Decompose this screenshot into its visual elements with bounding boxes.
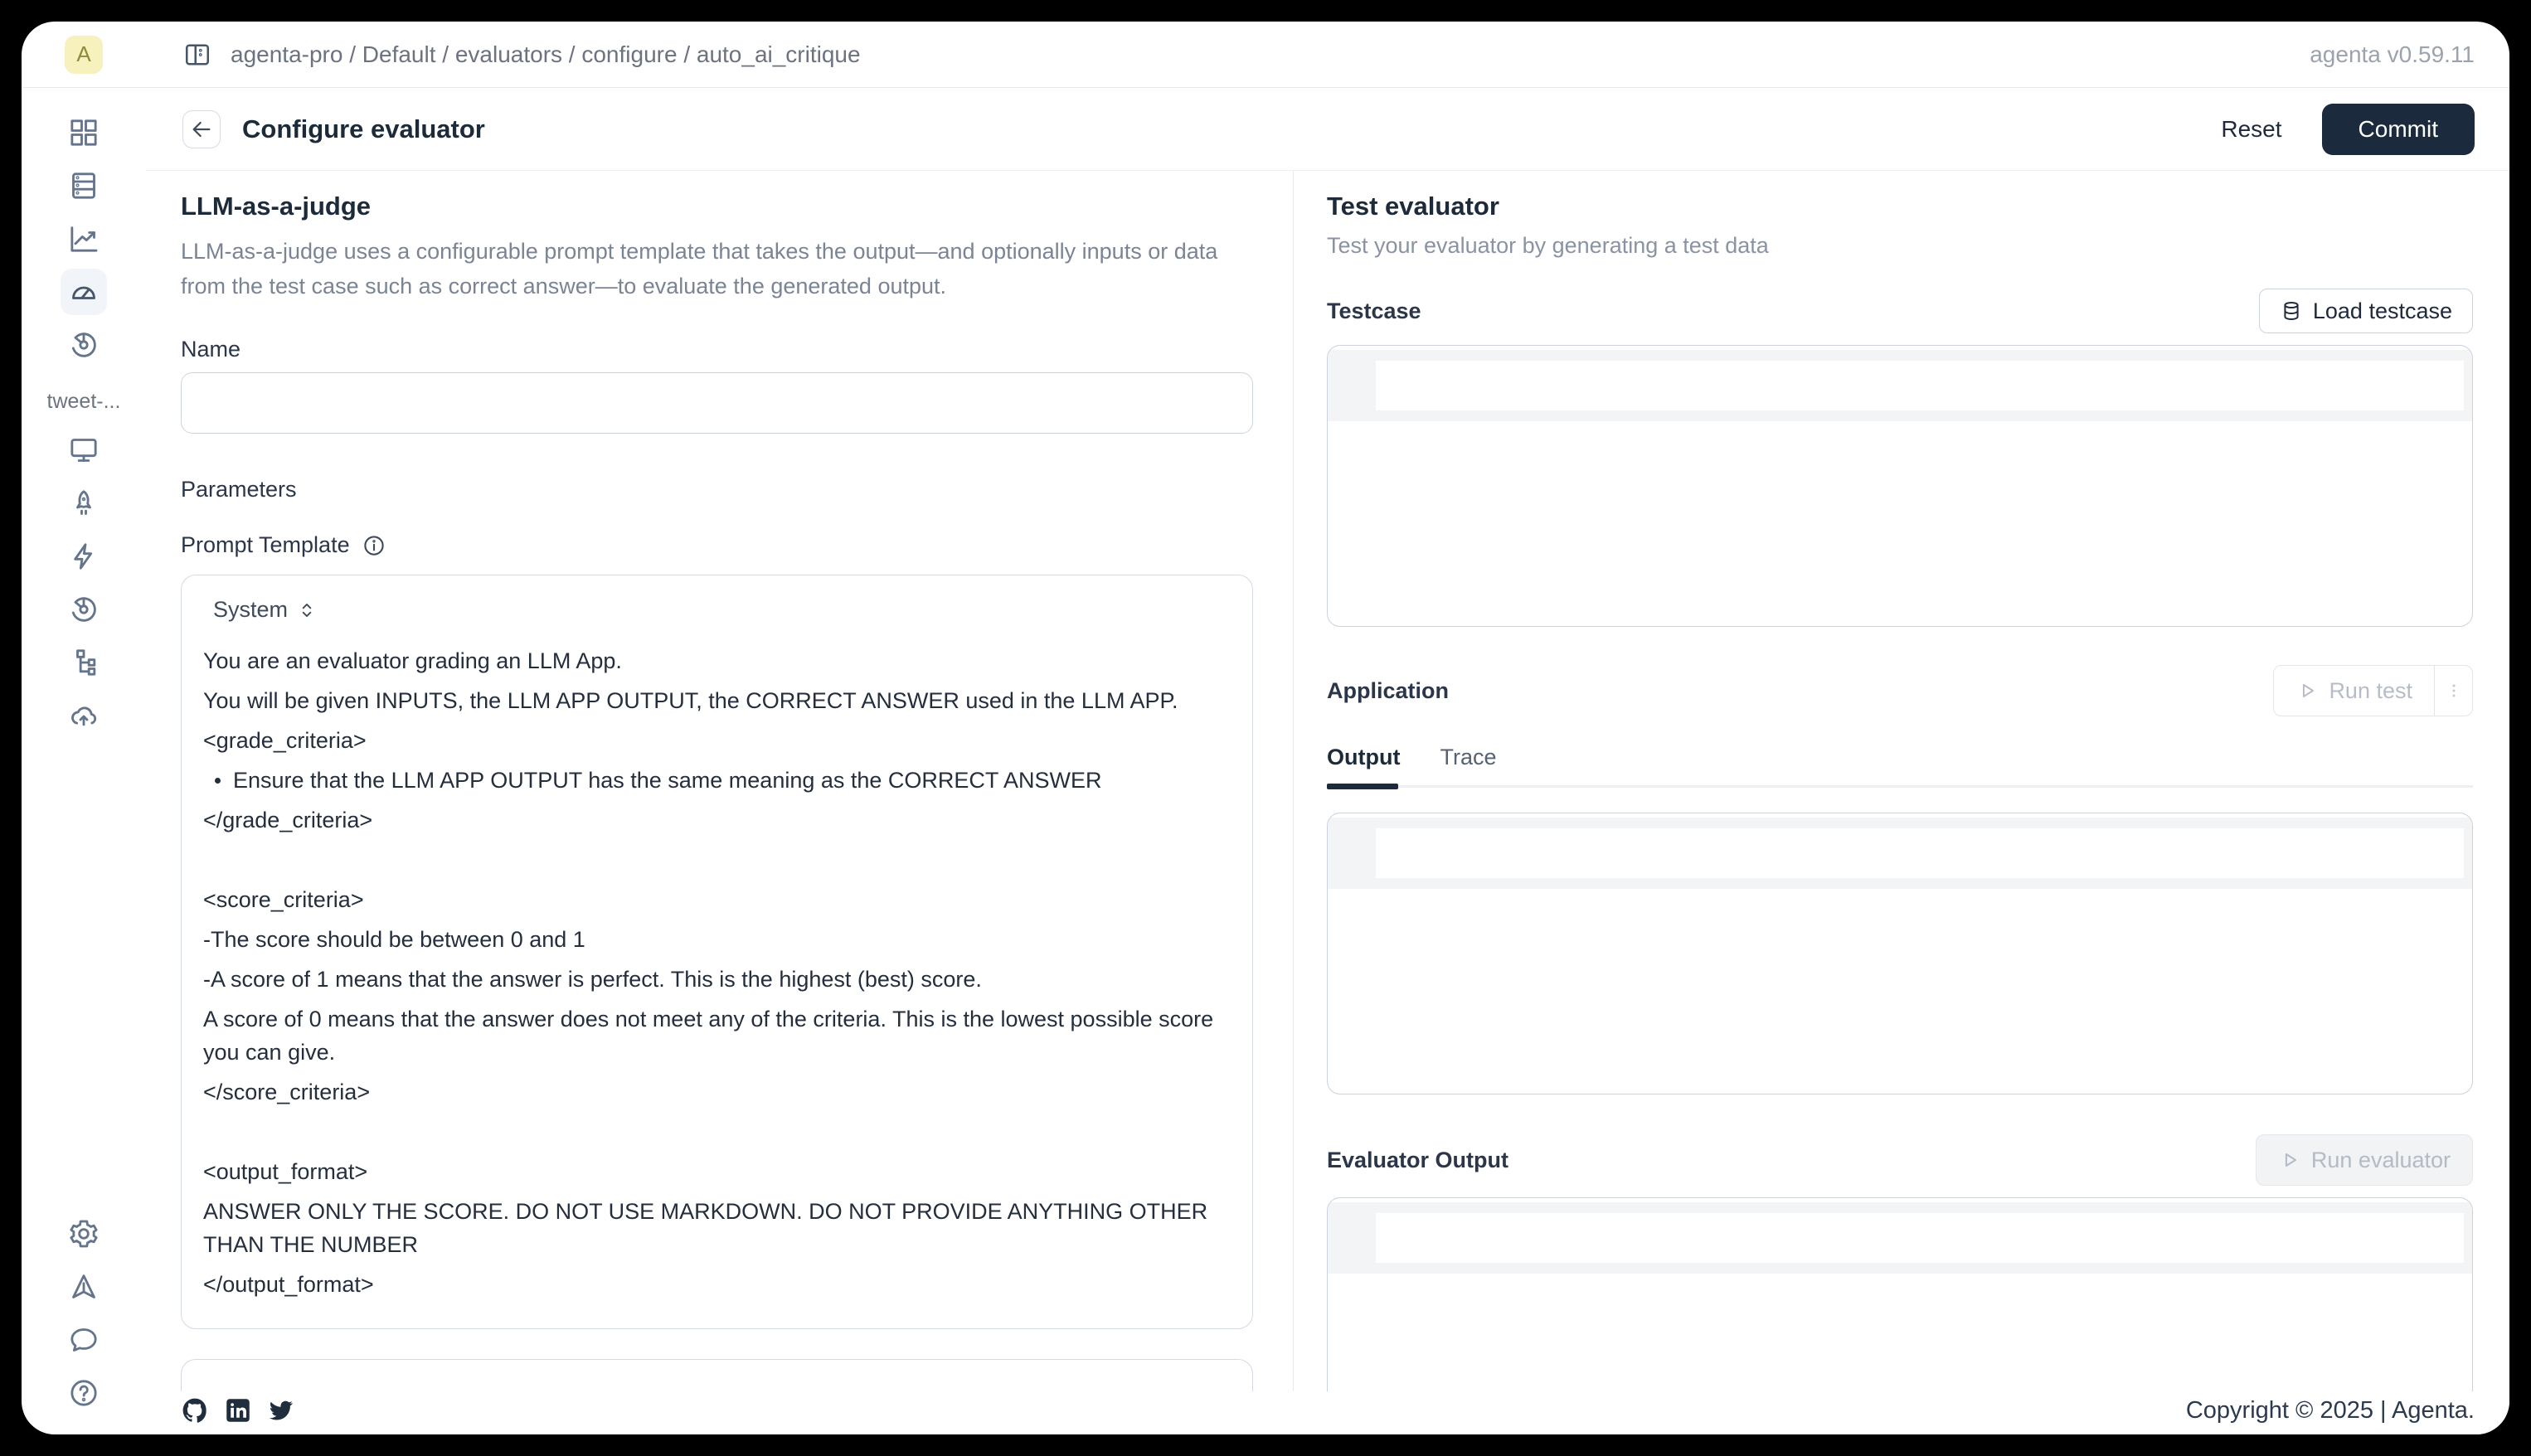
tree-icon[interactable] — [61, 639, 107, 686]
output-editor[interactable] — [1327, 813, 2473, 1094]
prompt-template-text[interactable]: You are an evaluator grading an LLM App. You will be given INPUTS, the LLM APP OUTPUT, the CORRECT ANSWER used in the LLM APP. <grade_criteria> Ensure that the LLM APP OUTPUT has the same meaning as the CORRECT ANSWER </grade_criteria> <score_criteria> -The score should be between 0 and 1 -A score of 1 means that the answer is perfect. This is the highest (best) score. A score of 0 means that the answer does not meet any of the criteria. This is the lowest possible score you can give. </score_criteria> <output_format> ANSWER ONLY THE SCORE. DO NOT USE MARKDOWN. DO NOT PROVIDE ANYTHING OTHER THAN THE NUMBER </output_format> — [203, 644, 1231, 1301]
test-evaluator-panel — [1294, 171, 2509, 1391]
grid-icon[interactable] — [61, 109, 107, 156]
name-input[interactable] — [181, 372, 1253, 434]
prompt-template-label: Prompt Template — [181, 532, 350, 557]
cloud-upload-icon[interactable] — [61, 692, 107, 739]
evaluator-type-title: LLM-as-a-judge — [181, 192, 372, 221]
parameters-label: Parameters — [181, 477, 297, 502]
kebab-icon[interactable] — [2434, 666, 2472, 716]
output-trace-tabs — [1327, 745, 2473, 770]
question-circle-icon[interactable] — [61, 1370, 107, 1416]
name-label: Name — [181, 337, 241, 362]
load-testcase-button[interactable]: Load testcase — [2259, 289, 2473, 333]
prompt-template-editor[interactable] — [181, 575, 1253, 1329]
reset-button[interactable]: Reset — [2203, 108, 2300, 151]
workspace-label[interactable]: tweet-... — [46, 390, 121, 413]
donut-chart-icon[interactable] — [61, 586, 107, 633]
test-evaluator-title: Test evaluator — [1327, 192, 1499, 221]
testcase-editor[interactable] — [1327, 345, 2473, 627]
info-circle-icon[interactable] — [362, 533, 386, 558]
gauge-icon[interactable] — [61, 269, 107, 315]
back-button[interactable] — [182, 110, 221, 148]
server-rack-icon[interactable] — [61, 163, 107, 209]
unfold-chevrons-icon[interactable] — [296, 599, 318, 621]
donut-chart-icon[interactable] — [61, 322, 107, 368]
evaluator-output-editor[interactable] — [1327, 1197, 2473, 1391]
avatar[interactable]: A — [65, 36, 103, 74]
tab-trace[interactable]: Trace — [1440, 745, 1497, 769]
sidebar-panel-icon[interactable] — [182, 40, 212, 70]
test-evaluator-subtitle: Test your evaluator by generating a test data — [1327, 233, 1769, 258]
run-test-button[interactable]: Run test — [2274, 666, 2434, 716]
linkedin-icon[interactable] — [226, 1398, 250, 1423]
application-label: Application — [1327, 677, 1449, 703]
gear-icon[interactable] — [61, 1211, 107, 1257]
breadcrumb[interactable]: agenta-pro / Default / evaluators / configure / auto_ai_critique — [231, 41, 861, 67]
lightning-icon[interactable] — [61, 533, 107, 580]
message-role-select[interactable]: System — [213, 597, 289, 622]
github-icon[interactable] — [182, 1398, 207, 1423]
icon-rail — [22, 88, 146, 1434]
tab-indicator — [1327, 784, 2473, 789]
version-label: agenta v0.59.11 — [2310, 41, 2475, 67]
testcase-label: Testcase — [1327, 298, 1421, 323]
evaluator-output-label: Evaluator Output — [1327, 1147, 1509, 1172]
play-icon — [2278, 1148, 2301, 1172]
play-icon — [2295, 679, 2319, 702]
app-window — [22, 22, 2509, 1434]
monitor-icon[interactable] — [61, 427, 107, 473]
configure-header — [146, 88, 2509, 171]
page-title: Configure evaluator — [242, 114, 485, 143]
rocket-icon[interactable] — [61, 480, 107, 527]
commit-button[interactable]: Commit — [2322, 104, 2475, 155]
chat-bubble-icon[interactable] — [61, 1317, 107, 1363]
database-icon — [2280, 299, 2303, 323]
line-chart-icon[interactable] — [61, 216, 107, 262]
paper-plane-icon[interactable] — [61, 1264, 107, 1310]
copyright-text: Copyright © 2025 | Agenta. — [2185, 1396, 2475, 1424]
tab-output[interactable]: Output — [1327, 745, 1401, 769]
twitter-icon[interactable] — [269, 1398, 294, 1423]
top-bar — [22, 22, 2509, 88]
prompt-user-message-editor[interactable] — [181, 1359, 1253, 1391]
evaluator-config-panel — [146, 171, 1294, 1391]
run-test-button-group[interactable] — [2273, 665, 2473, 716]
footer — [146, 1391, 2509, 1434]
run-evaluator-button[interactable]: Run evaluator — [2256, 1134, 2473, 1186]
evaluator-description: LLM-as-a-judge uses a configurable prompt template that takes the output—and optionally inputs or data from the test case such as correct answer—to evaluate the generated output. — [181, 239, 1218, 298]
